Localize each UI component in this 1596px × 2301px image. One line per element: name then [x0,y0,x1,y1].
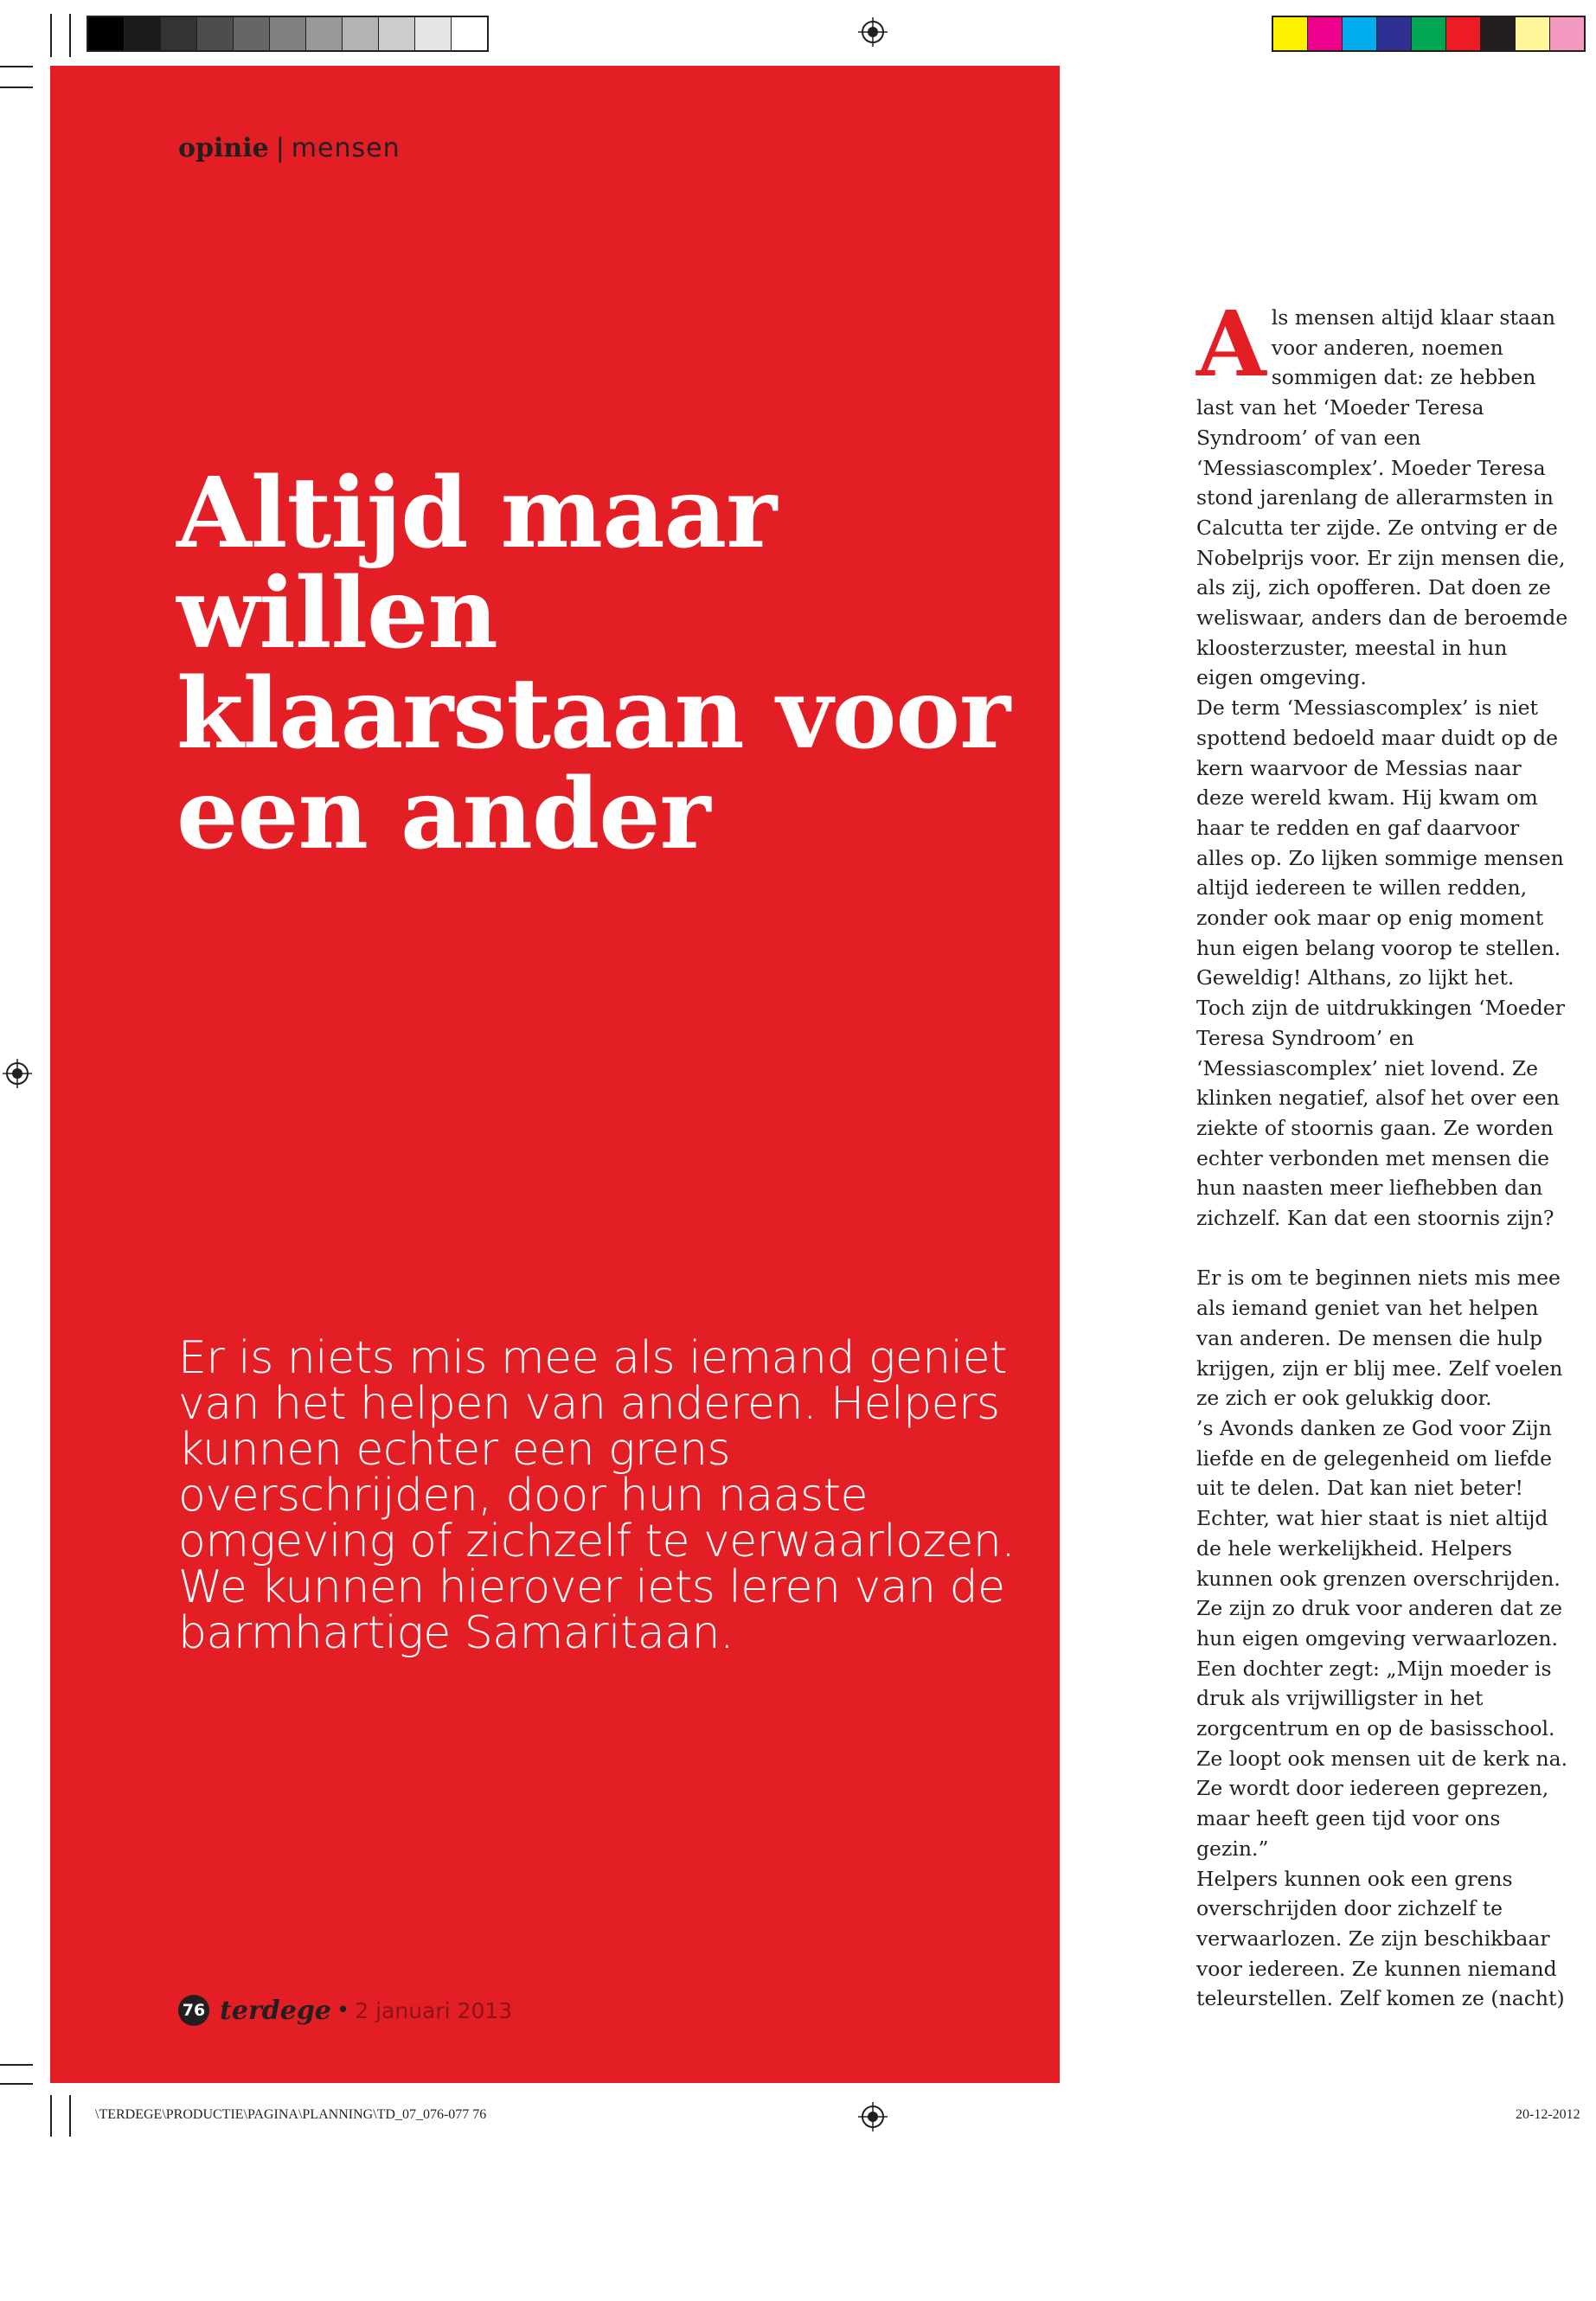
color-swatch-black [1481,17,1516,50]
color-swatch-yellow [1273,17,1308,50]
footer-bullet: • [336,1997,350,2023]
crop-mark-top-left-h2 [0,87,33,88]
crop-mark-bottom-left-v1 [50,2095,52,2137]
article-headline: Altijd maar willen klaarstaan voor een ander [176,457,1010,871]
process-color-strip [1272,16,1586,52]
color-swatch-light-yellow [1516,17,1550,50]
article-paragraph: Toch zijn de uitdrukkingen ‘Moeder Teresa Syndroom’ en ‘Messiascomplex’ niet lovend. Ze klinken negatief, alsof het over een ziekte of stoornis gaan. Ze worden echter verbonden met mensen die hun naasten meer liefhebben dan zichzelf. Kan dat een stoornis zijn? [1196,996,1565,1231]
article-intro: Er is niets mis mee als iemand geniet van het helpen van anderen. Helpers kunnen echter een grens overschrijden, door hun naaste omgeving of zichzelf te verwaarlozen. We kunnen hierover iets leren van de barmhartige Samaritaan. [178,1332,1016,1659]
gray-swatch [161,17,197,50]
gray-swatch [197,17,234,50]
crop-mark-top-left-v2 [69,14,71,57]
magazine-logo: terdege [220,1995,331,2026]
color-swatch-magenta [1308,17,1343,50]
section-label: opinie [178,133,269,163]
gray-swatch [379,17,415,50]
topic-label: mensen [291,133,401,163]
issue-date: 2 januari 2013 [355,1997,513,2023]
paragraph-spacer [1196,1234,1568,1264]
print-slug-path: \TERDEGE\PRODUCTIE\PAGINA\PLANNING\TD_07_076-077 76 [95,2107,487,2122]
page-footer [178,1995,512,2026]
registration-mark-icon [858,17,888,47]
kicker-separator: | [275,133,285,163]
gray-swatch [306,17,343,50]
article-paragraph: Helpers kunnen ook een grens overschrijden door zichzelf te verwaarlozen. Ze zijn beschikbaar voor iedereen. Ze kunnen niemand teleurstellen. Zelf komen ze (nacht) [1196,1866,1565,2011]
gray-swatch [234,17,270,50]
crop-mark-bottom-left-h2 [0,2083,33,2085]
print-slug-date: 20-12-2012 [1516,2107,1580,2122]
article-paragraph: ’s Avonds danken ze God voor Zijn liefde en de gelegenheid om liefde uit te delen. Dat kan niet beter! [1196,1416,1553,1501]
gray-swatch [270,17,306,50]
registration-mark-icon [3,1059,32,1088]
grayscale-control-strip [87,16,489,52]
article-paragraph: De term ‘Messiascomplex’ is niet spottend bedoeld maar duidt op de kern waarvoor de Messias naar deze wereld kwam. Hij kwam om haar te redden en gaf daarvoor alles op. Zo lijken sommige mensen altijd iedereen te willen redden, zonder ook maar op enig moment hun eigen belang voorop te stellen. Geweldig! Althans, zo lijkt het. [1196,695,1564,990]
crop-mark-top-left-v1 [50,14,52,57]
lead-text: ls mensen altijd klaar staan voor anderen, noemen sommigen dat: ze hebben last van het ‘Moeder Teresa Syndroom’ of van een ‘Messiascomplex’. Moeder Teresa stond jarenlang de allerarmsten in Calcutta ter zijde. Ze ontving er de Nobelprijs voor. Er zijn mensen die, als zij, zich opofferen. Dat doen ze weliswaar, anders dan de beroemde kloosterzuster, meestal in hun eigen omgeving. [1196,305,1568,690]
color-swatch-green [1412,17,1446,50]
color-swatch-cyan [1343,17,1377,50]
registration-mark-icon [858,2102,888,2131]
gray-swatch [125,17,161,50]
article-paragraph: Echter, wat hier staat is niet altijd de hele werkelijkheid. Helpers kunnen ook grenzen overschrijden. Ze zijn zo druk voor anderen dat ze hun eigen omgeving verwaarlozen. Een dochter zegt: „Mijn moeder is druk als vrijwilligster in het zorgcentrum en op de basisschool. Ze loopt ook mensen uit de kerk na. Ze wordt door iedereen geprezen, maar heeft geen tijd voor ons gezin.” [1196,1506,1568,1861]
section-kicker [178,133,401,163]
red-opinion-panel [50,66,1060,2083]
crop-mark-bottom-left-v2 [69,2095,71,2137]
article-lead-paragraph [1196,291,1568,693]
article-body [1196,291,1568,2014]
drop-cap: A [1196,291,1266,397]
color-swatch-red [1446,17,1481,50]
crop-mark-bottom-left-h1 [0,2064,33,2066]
gray-swatch [452,17,487,50]
color-swatch-pink [1550,17,1584,50]
color-swatch-blue [1377,17,1412,50]
gray-swatch [88,17,125,50]
gray-swatch [415,17,452,50]
crop-mark-top-left-h1 [0,66,33,67]
gray-swatch [343,17,379,50]
article-paragraph: Er is om te beginnen niets mis mee als iemand geniet van het helpen van anderen. De mensen die hulp krijgen, zijn er blij mee. Zelf voelen ze zich er ook gelukkig door. [1196,1266,1563,1411]
page-number-badge: 76 [178,1995,209,2026]
